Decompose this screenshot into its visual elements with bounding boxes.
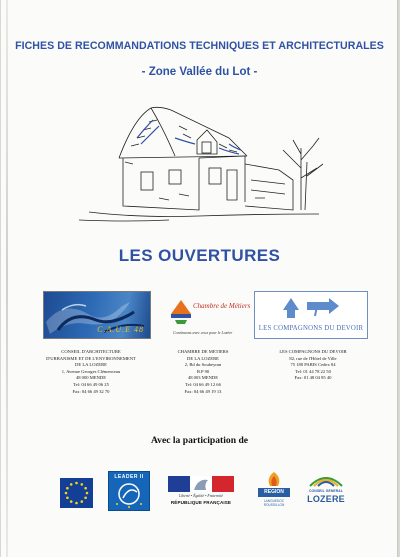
cover-page	[1, 0, 398, 557]
farmhouse-sketch	[79, 98, 329, 226]
address-line: Tel: 04 66 49 12 66	[185, 381, 221, 387]
conseil-general-label: CONSEIL GENERAL	[308, 489, 344, 493]
main-title: LES OUVERTURES	[118, 246, 281, 265]
binding-edge	[6, 0, 8, 557]
address-line: LES COMPAGNONS DU DEVOIR	[279, 349, 347, 354]
marianne-tricolor-icon	[168, 476, 234, 492]
address-line: CONSEIL D'ARCHITECTURE	[61, 349, 121, 354]
compagnons-address	[263, 349, 363, 382]
chambre-metiers-icon	[167, 290, 262, 340]
region-flame-icon	[258, 470, 290, 488]
address-line: Fax: 01 48 04 85 40	[294, 375, 332, 381]
rf-motto: Liberté • Égalité • Fraternité	[179, 494, 223, 498]
address-line: 82, rue de l'Hôtel de Ville	[289, 355, 337, 361]
chambre-metiers-address	[157, 349, 249, 395]
address-line: DE LA LOZERE	[75, 362, 107, 368]
lozere-emblem-icon	[304, 472, 348, 488]
rf-name: RÉPUBLIQUE FRANÇAISE	[170, 500, 232, 505]
address-line: 48 000 MENDE	[75, 375, 107, 381]
address-line: D'URBANISME ET DE L'ENVIRONNEMENT	[46, 355, 136, 361]
partners-heading: Avec la participation de	[150, 435, 249, 446]
address-line: 2, Bd du Soubeyran	[184, 362, 222, 368]
address-line: Fax: 04 66 49 19 13	[184, 388, 222, 394]
lozere-name: LOZERE	[307, 494, 345, 504]
chambre-metiers-name: Chambre de Métiers	[193, 302, 251, 310]
address-line: 1, Avenue Georges Clémenceau	[61, 368, 121, 374]
address-line: CHAMBRE DE METIERS	[177, 349, 229, 354]
region-subtitle: LANGUEDOC ROUSSILLON	[263, 499, 285, 507]
caue-address	[31, 349, 151, 395]
address-line: B.P 90	[196, 368, 210, 374]
republique-francaise-logo	[168, 476, 234, 510]
region-logo	[258, 470, 290, 510]
caue-logo-text: C.A.U.E 48	[97, 325, 144, 334]
address-line: Tel: 01 44 78 22 50	[295, 368, 331, 374]
address-line: 75 180 PARIS Cedex 04	[290, 362, 336, 368]
cdd-arrows-icon	[255, 292, 367, 322]
leader-ii-logo	[108, 471, 150, 511]
compagnons-du-devoir-logo	[254, 291, 368, 339]
address-line: DE LA LOZERE	[187, 355, 219, 361]
eu-flag-logo	[60, 478, 93, 508]
address-line: Tel: 04 66 49 06 25	[73, 381, 109, 387]
eu-stars-icon	[60, 478, 93, 508]
leader-ii-text: LEADER II	[114, 474, 144, 480]
chambre-metiers-logo	[167, 290, 262, 340]
leader-emblem-icon	[109, 472, 149, 510]
caue-logo	[43, 291, 151, 339]
conseil-general-lozere-logo	[304, 472, 348, 510]
document-series-title: FICHES DE RECOMMANDATIONS TECHNIQUES ET ARCHITECTURALES	[15, 40, 384, 52]
address-line: Fax: 04 66 49 32 70	[72, 388, 110, 394]
cdd-logo-text: LES COMPAGNONS DU DEVOIR	[258, 325, 364, 332]
region-label: REGION	[258, 488, 290, 497]
chambre-metiers-slogan: Continuons avec ceux pour le Lozère	[173, 330, 233, 335]
address-line: 48 003 MENDE	[187, 375, 219, 381]
zone-subtitle: - Zone Vallée du Lot -	[141, 66, 258, 78]
